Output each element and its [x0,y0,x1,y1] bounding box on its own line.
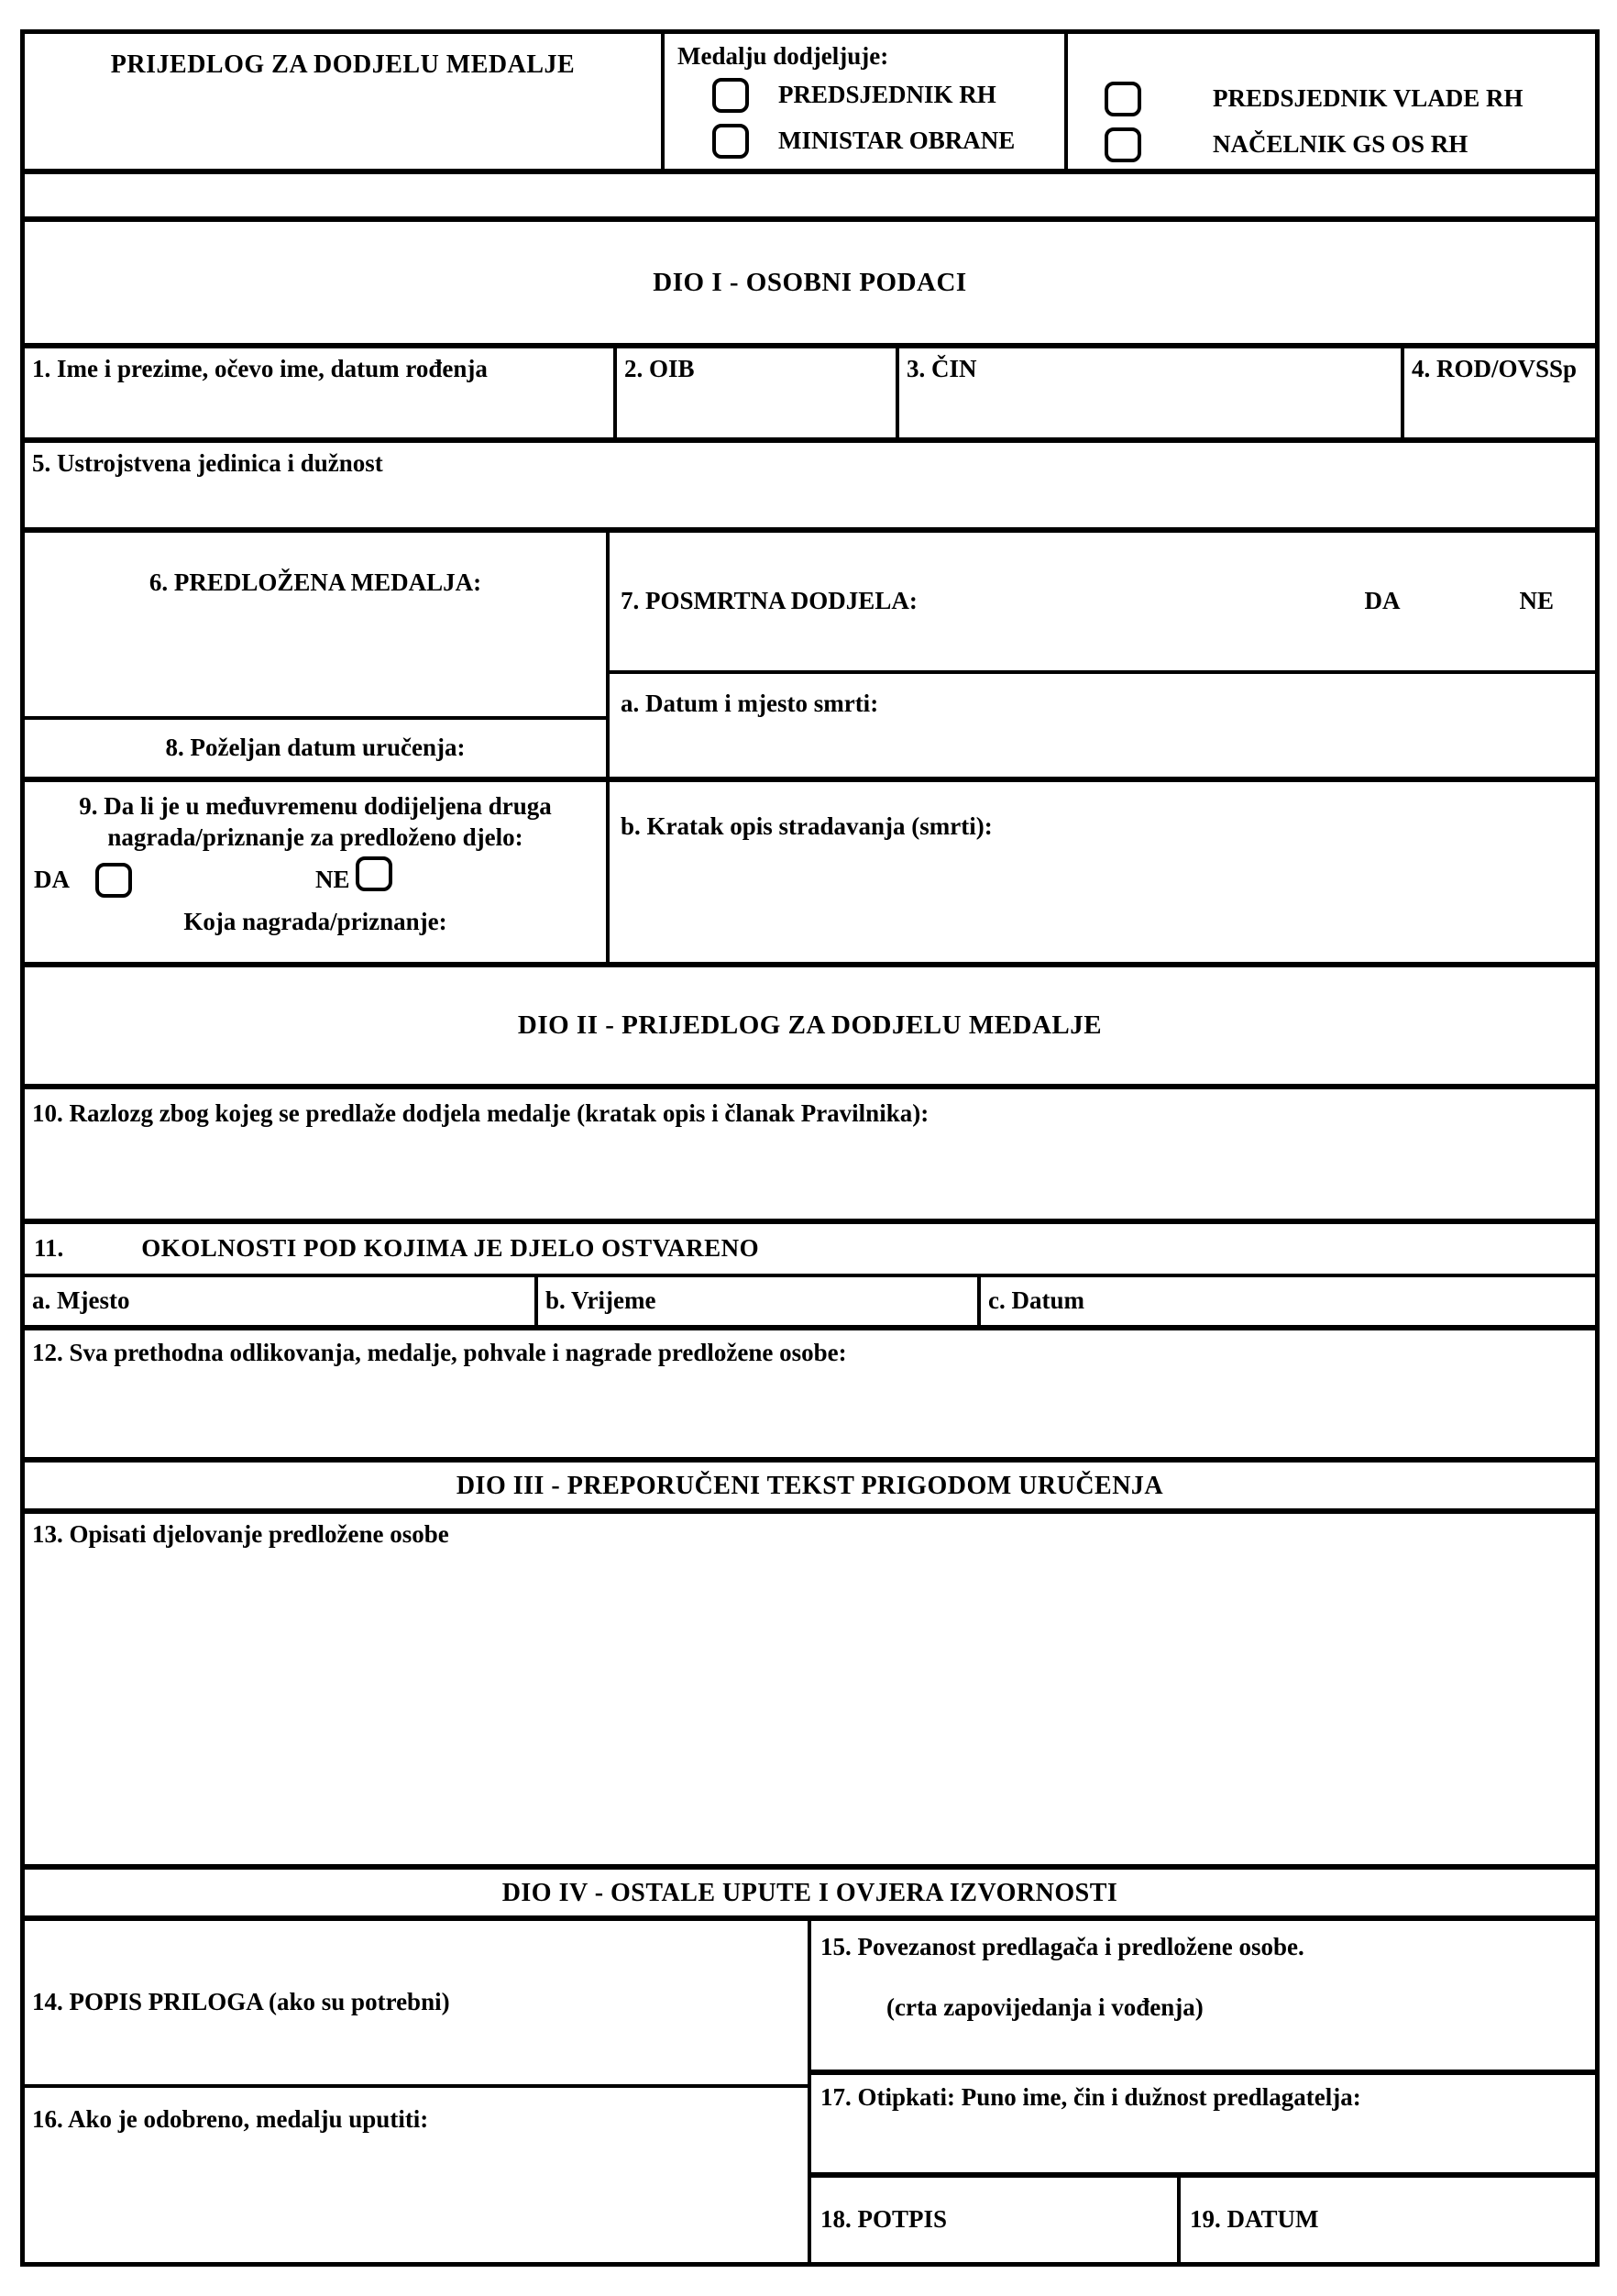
field-11-label: OKOLNOSTI POD KOJIMA JE DJELO OSTVARENO [141,1234,760,1263]
field-18-label: 18. POTPIS [820,2205,948,2234]
label-predsjednik-vlade-rh: PREDSJEDNIK VLADE RH [1213,84,1524,113]
field-3-cin-cell[interactable] [899,348,1404,437]
dio1-heading: DIO I - OSOBNI PODACI [653,267,967,297]
dio2-heading: DIO II - PRIJEDLOG ZA DODJELU MEDALJE [517,1010,1103,1041]
field-b-time-cell[interactable] [538,1277,981,1325]
field-9-da-label: DA [34,865,70,893]
fields-abc-row [25,1277,1595,1330]
dio4-header-row [25,1870,1595,1921]
field-15-label: 15. Povezanost predlagača i predložene osobe. [820,1933,1304,1960]
checkbox-predsjednik-rh[interactable] [712,78,749,113]
dio2-header-row [25,967,1595,1089]
field-6-medal-cell[interactable] [25,533,606,720]
field-17-label: 17. Otipkati: Puno ime, čin i dužnost predlagatelja: [820,2083,1361,2111]
field-5-unit-cell[interactable] [25,443,1595,527]
fields-6-9-block [25,533,1595,967]
field-10-label: 10. Razlozg zbog kojeg se predlaže dodjela medalje (kratak opis i članak Pravilnika): [32,1099,930,1127]
awarder-cell-right [1068,34,1595,169]
field-a-label: a. Mjesto [32,1286,130,1315]
field-6-label: 6. PREDLOŽENA MEDALJA: [148,568,482,596]
field-9-which-label: Koja nagrada/priznanje: [183,907,447,935]
fields-1-4-row [25,348,1595,443]
dio3-header-row [25,1463,1595,1514]
checkbox-field9-ne[interactable] [356,856,392,891]
field-7-da-label[interactable]: DA [1364,587,1401,615]
checkbox-predsjednik-vlade-rh[interactable] [1105,82,1141,116]
signature-date-row [811,2178,1595,2262]
awarder-cell [665,34,1068,169]
field-13-activity-cell[interactable] [25,1514,1595,1864]
field-3-label: 3. ČIN [907,355,977,382]
bottom-right-column [811,1921,1595,2262]
dio4-heading-cell [25,1870,1595,1915]
field-13-label: 13. Opisati djelovanje predložene osobe [32,1520,449,1548]
field-18-signature-cell[interactable] [811,2178,1181,2262]
label-nacelnik-gs-os-rh: NAČELNIK GS OS RH [1213,130,1468,159]
field-2-label: 2. OIB [624,355,695,382]
checkbox-field9-da[interactable] [95,863,132,898]
header-row [25,34,1595,174]
right-column [610,533,1595,962]
field-8-date-cell[interactable] [25,720,606,782]
field-5-label: 5. Ustrojstvena jedinica i dužnost [32,449,383,477]
field-1-label: 1. Ime i prezime, očevo ime, datum rođenja [32,355,488,382]
form-title: PRIJEDLOG ZA DODJELU MEDALJE [110,50,576,79]
field-14-label: 14. POPIS PRILOGA (ako su potrebni) [32,1988,450,2016]
field-7-posthumous-cell[interactable] [610,533,1595,674]
spacer-row [25,174,1595,222]
awarder-option-minister [677,118,1064,164]
awarder-option-pm [1105,76,1595,122]
field-7b-label: b. Kratak opis stradavanja (smrti): [621,812,993,840]
field-9-ne-label: NE [315,865,350,893]
field-11-number: 11. [34,1234,64,1263]
field-19-label: 19. DATUM [1190,2205,1319,2234]
field-5-row [25,443,1595,533]
field-10-reason-cell[interactable] [25,1089,1595,1219]
field-12-previous-awards-cell[interactable] [25,1330,1595,1457]
dio2-heading-cell [25,967,1595,1084]
dio1-heading-cell [25,222,1595,343]
dio3-heading-cell [25,1463,1595,1508]
awarder-label: Medalju dodjeljuje: [677,42,889,70]
field-11-circumstances-cell [25,1224,1595,1274]
field-14-attachments-cell[interactable] [25,1921,808,2088]
field-b-label: b. Vrijeme [545,1286,656,1315]
field-16-send-to-cell[interactable] [25,2088,808,2262]
spacer-cell [25,174,1595,216]
label-ministar-obrane: MINISTAR OBRANE [778,126,1016,154]
field-17-proposer-cell[interactable] [811,2075,1595,2178]
field-a-place-cell[interactable] [25,1277,538,1325]
field-c-date-cell[interactable] [981,1277,1595,1325]
medal-proposal-form [20,29,1600,2267]
awarder-option-chief [1105,122,1595,168]
field-1-name-cell[interactable] [25,348,617,437]
field-7-label: 7. POSMRTNA DODJELA: [621,587,918,615]
field-7a-death-date-cell[interactable] [610,674,1595,782]
field-12-row [25,1330,1595,1463]
label-predsjednik-rh: PREDSJEDNIK RH [778,80,996,108]
field-9-label-line2: nagrada/priznanje za predloženo djelo: [107,822,523,851]
field-7b-description-cell[interactable] [610,782,1595,962]
field-8-label: 8. Poželjan datum uručenja: [165,734,466,762]
bottom-left-column [25,1921,811,2262]
dio4-heading: DIO IV - OSTALE UPUTE I OVJERA IZVORNOSTI [501,1878,1118,1907]
field-9-other-award-cell[interactable] [25,782,606,962]
field-4-label: 4. ROD/OVSSp [1412,355,1578,382]
field-10-row [25,1089,1595,1224]
field-4-rod-cell[interactable] [1404,348,1595,437]
field-2-oib-cell[interactable] [617,348,899,437]
field-13-row [25,1514,1595,1870]
checkbox-ministar-obrane[interactable] [712,124,749,159]
field-9-choices [25,854,606,907]
field-7-ne-label[interactable]: NE [1519,587,1554,615]
field-19-date-cell[interactable] [1181,2178,1595,2262]
field-c-label: c. Datum [988,1286,1084,1315]
field-9-label-line1: 9. Da li je u međuvremenu dodijeljena druga [79,792,552,820]
field-11-row [25,1224,1595,1277]
awarder-option-president [677,72,1064,118]
form-title-cell [25,34,665,169]
field-15-sub-label: (crta zapovijedanja i vođenja) [886,1992,1204,2021]
field-16-label: 16. Ako je odobreno, medalju uputiti: [32,2105,429,2133]
left-column [25,533,610,962]
dio3-heading: DIO III - PREPORUČENI TEKST PRIGODOM URUČENJA [456,1471,1164,1500]
dio1-header-row [25,222,1595,348]
field-12-label: 12. Sva prethodna odlikovanja, medalje, pohvale i nagrade predložene osobe: [32,1339,847,1366]
checkbox-nacelnik-gs-os-rh[interactable] [1105,127,1141,162]
field-7a-label: a. Datum i mjesto smrti: [621,690,879,717]
field-15-connection-cell[interactable] [811,1921,1595,2075]
fields-14-19-block [25,1921,1595,2262]
